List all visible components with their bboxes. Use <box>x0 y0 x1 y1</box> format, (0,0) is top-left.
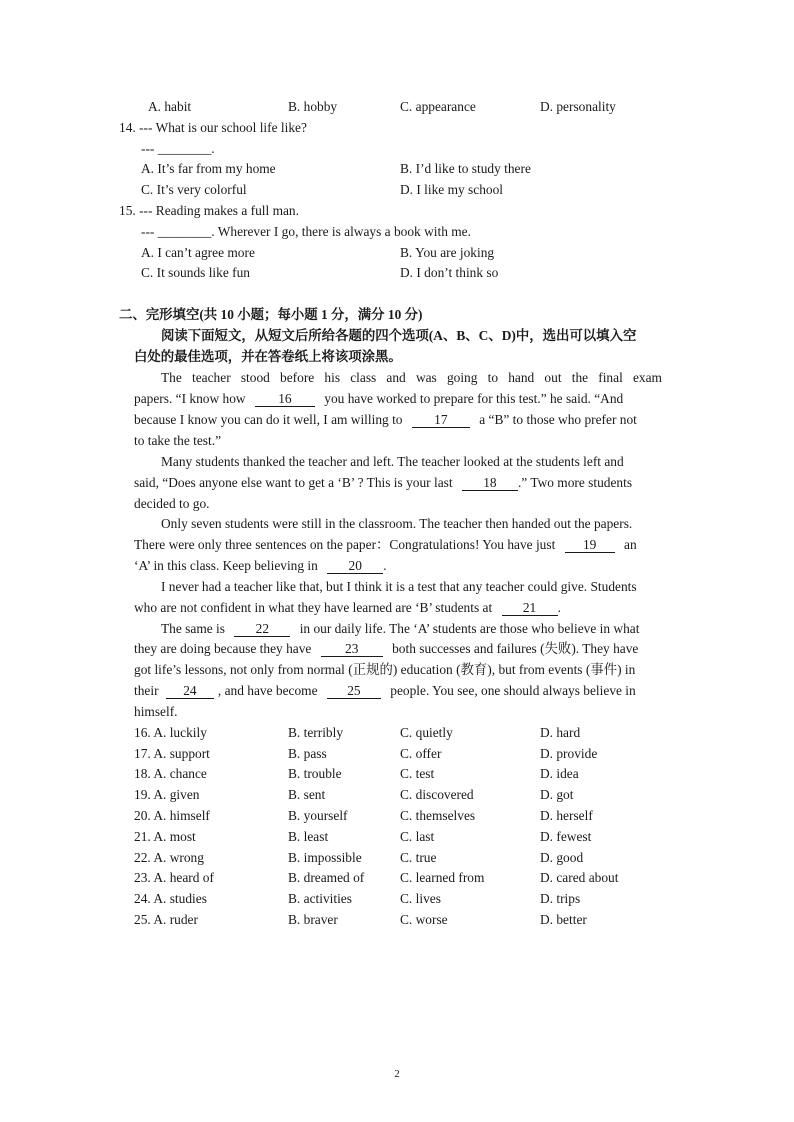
blank-23: 23 <box>321 642 383 657</box>
q17-option-a: 17. A. support <box>134 746 210 761</box>
passage-p2-line1: Many students thanked the teacher and left. The teacher looked at the students left and <box>161 454 624 469</box>
q18-option-b: B. trouble <box>288 766 342 781</box>
q14-option-d: D. I like my school <box>400 182 504 197</box>
passage-p1-line4: to take the test.” <box>134 433 222 448</box>
q23-option-b: B. dreamed of <box>288 870 365 885</box>
q15-stem: 15. --- Reading makes a full man. <box>119 203 299 218</box>
q25-option-a: 25. A. ruder <box>134 912 198 927</box>
passage-p5-line2: they are doing because they have 23 both successes and failures (失败). They have <box>134 641 639 656</box>
q24-option-c: C. lives <box>400 891 441 906</box>
q22-option-b: B. impossible <box>288 850 362 865</box>
q22-option-d: D. good <box>540 850 584 865</box>
q23-option-c: C. learned from <box>400 870 485 885</box>
q21-option-c: C. last <box>400 829 435 844</box>
q19-option-b: B. sent <box>288 787 326 802</box>
passage-p2-line2: said, “Does anyone else want to get a ‘B’ ? This is your last 18 .” Two more students <box>134 475 633 490</box>
section-instruction-line1: 阅读下面短文，从短文后所给各题的四个选项(A、B、C、D)中，选出可以填入空 <box>161 328 637 343</box>
q17-option-b: B. pass <box>288 746 327 761</box>
q20-option-b: B. yourself <box>288 808 348 823</box>
passage-p1-line1: The teacher stood before his class and was going to hand out the final exam <box>161 370 662 385</box>
q21-option-b: B. least <box>288 829 329 844</box>
q14-option-c: C. It’s very colorful <box>141 182 247 197</box>
passage-p4-line2: who are not confident in what they have learned are ‘B’ students at 21 . <box>134 600 561 615</box>
passage-p1-line3: because I know you can do it well, I am willing to 17 a “B” to those who prefer not <box>134 412 637 427</box>
passage-p1-line2: papers. “I know how 16 you have worked to prepare for this test.” he said. “And <box>134 391 624 406</box>
q15-reply: --- ________. Wherever I go, there is always a book with me. <box>141 224 471 239</box>
blank-20: 20 <box>327 559 383 574</box>
q18-option-a: 18. A. chance <box>134 766 207 781</box>
q16-option-a: 16. A. luckily <box>134 725 207 740</box>
q17-option-c: C. offer <box>400 746 442 761</box>
q13-option-a: A. habit <box>148 99 192 114</box>
section-heading: 二、完形填空(共 10 小题；每小题 1 分，满分 10 分) <box>119 307 423 322</box>
blank-25: 25 <box>327 684 381 699</box>
q13-option-b: B. hobby <box>288 99 338 114</box>
q13-option-d: D. personality <box>540 99 616 114</box>
passage-p5-line5: himself. <box>134 704 178 719</box>
q25-option-d: D. better <box>540 912 587 927</box>
blank-19: 19 <box>565 538 615 553</box>
passage-p4-line1: I never had a teacher like that, but I think it is a test that any teacher could give. Students <box>161 579 637 594</box>
passage-p5-line3: got life’s lessons, not only from normal (正规的) education (教育), but from events (事件) in <box>134 662 636 677</box>
passage-p5-line1: The same is 22 in our daily life. The ‘A’ students are those who believe in what <box>161 621 640 636</box>
section-instruction-line2: 白处的最佳选项，并在答卷纸上将该项涂黑。 <box>134 349 402 364</box>
q24-option-b: B. activities <box>288 891 352 906</box>
passage-p5-line4: their 24 , and have become 25 people. You see, one should always believe in <box>134 683 636 698</box>
passage-p3-line2: There were only three sentences on the paper：Congratulations! You have just 19 an <box>134 537 637 552</box>
page-number: 2 <box>394 1068 400 1080</box>
q16-option-b: B. terribly <box>288 725 344 740</box>
q25-option-b: B. braver <box>288 912 338 927</box>
q20-option-d: D. herself <box>540 808 593 823</box>
q22-option-c: C. true <box>400 850 437 865</box>
q15-option-b: B. You are joking <box>400 245 495 260</box>
q23-option-d: D. cared about <box>540 870 619 885</box>
q14-option-a: A. It’s far from my home <box>141 161 276 176</box>
passage-p3-line3: ‘A’ in this class. Keep believing in 20 . <box>134 558 387 573</box>
q15-option-d: D. I don’t think so <box>400 265 499 280</box>
q24-option-a: 24. A. studies <box>134 891 207 906</box>
q23-option-a: 23. A. heard of <box>134 870 214 885</box>
q21-option-d: D. fewest <box>540 829 592 844</box>
q13-option-c: C. appearance <box>400 99 476 114</box>
q20-option-a: 20. A. himself <box>134 808 210 823</box>
blank-18: 18 <box>462 476 518 491</box>
passage-p2-line3: decided to go. <box>134 496 210 511</box>
q14-stem: 14. --- What is our school life like? <box>119 120 307 135</box>
q16-option-c: C. quietly <box>400 725 453 740</box>
q19-option-c: C. discovered <box>400 787 474 802</box>
blank-22: 22 <box>234 622 290 637</box>
q21-option-a: 21. A. most <box>134 829 196 844</box>
q14-reply: --- ________. <box>141 141 215 156</box>
q24-option-d: D. trips <box>540 891 581 906</box>
q20-option-c: C. themselves <box>400 808 476 823</box>
q18-option-c: C. test <box>400 766 435 781</box>
q25-option-c: C. worse <box>400 912 448 927</box>
passage-p3-line1: Only seven students were still in the classroom. The teacher then handed out the papers. <box>161 516 633 531</box>
q19-option-a: 19. A. given <box>134 787 200 802</box>
blank-16: 16 <box>255 392 315 407</box>
blank-21: 21 <box>502 601 558 616</box>
blank-24: 24 <box>166 684 214 699</box>
q17-option-d: D. provide <box>540 746 598 761</box>
q18-option-d: D. idea <box>540 766 579 781</box>
q14-option-b: B. I’d like to study there <box>400 161 531 176</box>
q22-option-a: 22. A. wrong <box>134 850 204 865</box>
q16-option-d: D. hard <box>540 725 581 740</box>
q15-option-a: A. I can’t agree more <box>141 245 255 260</box>
q15-option-c: C. It sounds like fun <box>141 265 250 280</box>
blank-17: 17 <box>412 413 470 428</box>
q19-option-d: D. got <box>540 787 574 802</box>
